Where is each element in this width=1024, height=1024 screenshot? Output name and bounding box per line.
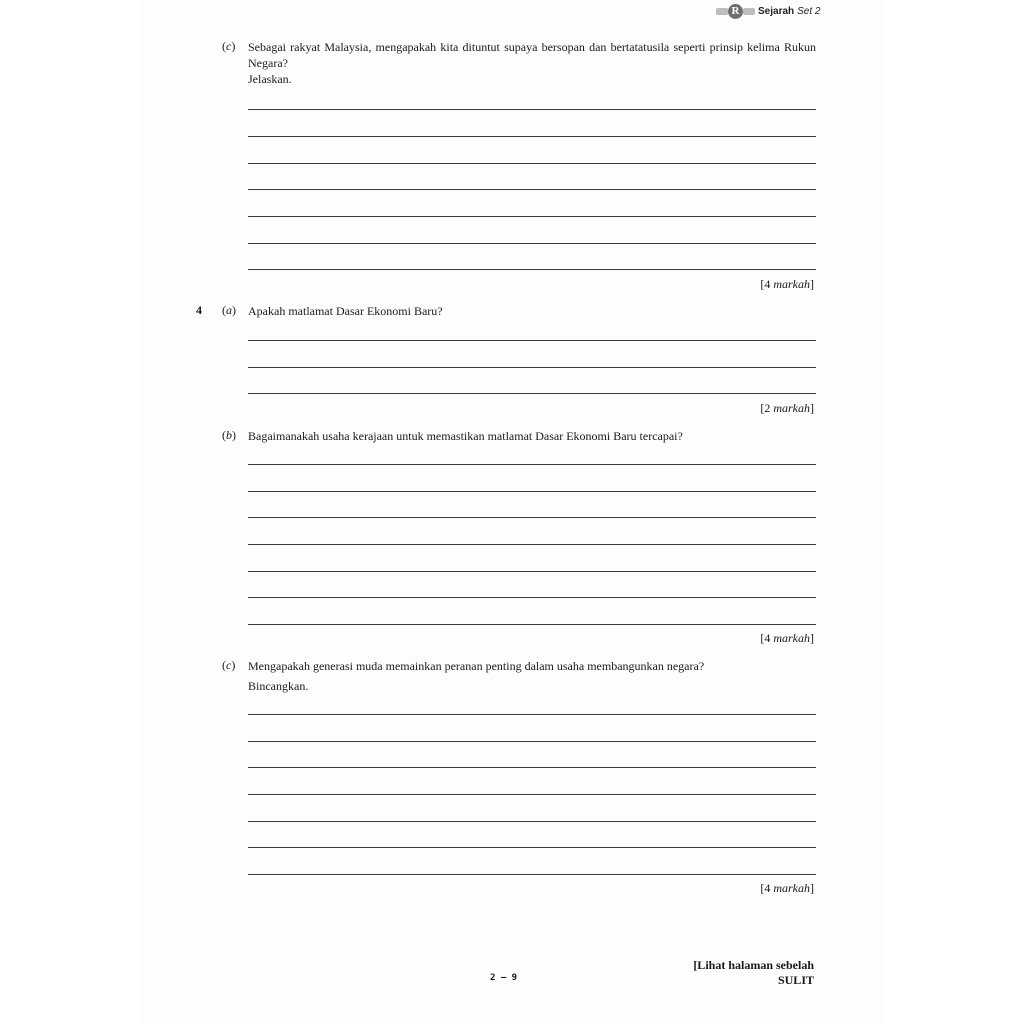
page-margin-right xyxy=(886,0,1024,1024)
answer-line[interactable] xyxy=(248,464,816,465)
answer-line[interactable] xyxy=(248,597,816,598)
q3c-label: (c) xyxy=(222,39,236,53)
answer-line[interactable] xyxy=(248,767,816,768)
answer-line[interactable] xyxy=(248,269,816,270)
q4b-marks: [4 markah] xyxy=(760,631,814,645)
q4a-label: (a) xyxy=(222,303,236,317)
answer-line[interactable] xyxy=(248,794,816,795)
logo-right-wing xyxy=(743,8,755,15)
answer-line[interactable] xyxy=(248,340,816,341)
q4b-label: (b) xyxy=(222,428,236,442)
header-set: Set 2 xyxy=(797,6,821,17)
q3c-question: Sebagai rakyat Malaysia, mengapakah kita dituntut supaya bersopan dan bertatatusila seperti prinsip kelima Rukun Negara? xyxy=(248,40,816,70)
answer-line[interactable] xyxy=(248,491,816,492)
q4-number: 4 xyxy=(196,303,202,317)
answer-line[interactable] xyxy=(248,847,816,848)
answer-line[interactable] xyxy=(248,571,816,572)
header-subject: Sejarah xyxy=(758,6,795,17)
answer-line[interactable] xyxy=(248,136,816,137)
page-margin-left xyxy=(0,0,138,1024)
q4c-label: (c) xyxy=(222,658,236,672)
q4a-marks: [2 markah] xyxy=(760,401,814,415)
answer-line[interactable] xyxy=(248,163,816,164)
answer-line[interactable] xyxy=(248,624,816,625)
q4c-question: Mengapakah generasi muda memainkan peranan penting dalam usaha membangunkan negara? xyxy=(248,659,705,673)
q4c-instruction: Bincangkan. xyxy=(248,679,309,693)
answer-line[interactable] xyxy=(248,874,816,875)
answer-line[interactable] xyxy=(248,517,816,518)
answer-line[interactable] xyxy=(248,367,816,368)
answer-line[interactable] xyxy=(248,544,816,545)
q4a-question: Apakah matlamat Dasar Ekonomi Baru? xyxy=(248,304,443,318)
answer-line[interactable] xyxy=(248,109,816,110)
answer-line[interactable] xyxy=(248,393,816,394)
q3c-instruction: Jelaskan. xyxy=(248,72,292,86)
answer-line[interactable] xyxy=(248,189,816,190)
answer-line[interactable] xyxy=(248,821,816,822)
classification-label: SULIT xyxy=(777,973,814,987)
logo-left-wing xyxy=(716,8,728,15)
exam-page xyxy=(138,0,886,1024)
answer-line[interactable] xyxy=(248,216,816,217)
q4c-marks: [4 markah] xyxy=(760,881,814,895)
page-header xyxy=(716,4,821,19)
answer-line[interactable] xyxy=(248,741,816,742)
q4b-question: Bagaimanakah usaha kerajaan untuk memastikan matlamat Dasar Ekonomi Baru tercapai? xyxy=(248,429,683,443)
answer-line[interactable] xyxy=(248,243,816,244)
publisher-logo xyxy=(716,4,755,19)
logo-mark-icon: R xyxy=(728,4,743,19)
q3c-marks: [4 markah] xyxy=(760,277,814,291)
page-number: 2 – 9 xyxy=(490,973,518,983)
answer-line[interactable] xyxy=(248,714,816,715)
see-next-page-note: [Lihat halaman sebelah xyxy=(693,958,814,972)
